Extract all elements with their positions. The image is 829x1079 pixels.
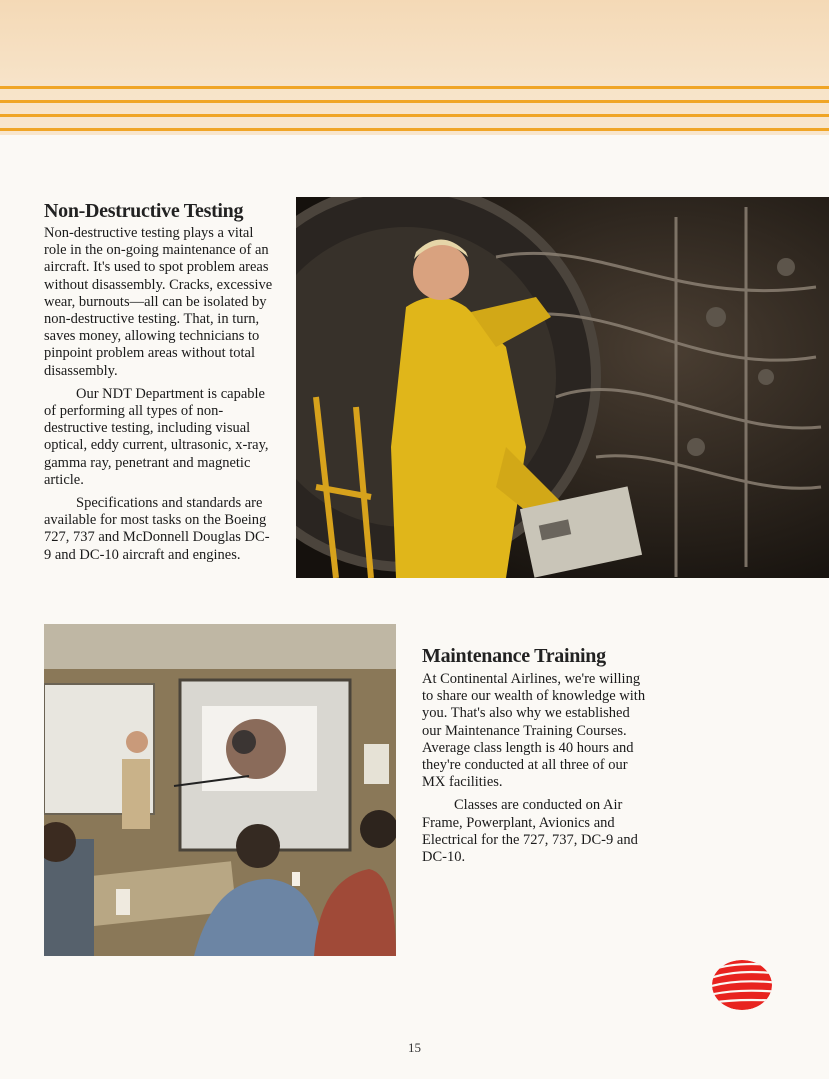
training-paragraph-2: Classes are conducted on Air Frame, Powerplant, Avionics and Electrical for the 727, 737, DC-9 and DC-10. bbox=[422, 797, 638, 866]
ndt-paragraph-2: Our NDT Department is capable of performing all types of non-destructive testing, including visual optical, eddy current, ultrasonic, x-ray, gamma ray, penetrant and magnetic article. bbox=[44, 385, 269, 488]
ndt-heading: Non-Destructive Testing bbox=[44, 200, 244, 222]
classroom-training-photo bbox=[44, 624, 396, 956]
header-stripe bbox=[0, 114, 829, 117]
header-stripe bbox=[0, 128, 829, 131]
ndt-paragraph-3: Specifications and standards are available for most tasks on the Boeing 727, 737 and McDonnell Douglas DC-9 and DC-10 aircraft and engines. bbox=[44, 495, 270, 563]
training-paragraph-1: At Continental Airlines, we're willing to share our wealth of knowledge with you. That's also why we established our Maintenance Training Courses. Average class length is 40 hours and they're conducted at all three of our MX facilities. bbox=[422, 671, 646, 791]
header-stripe bbox=[0, 86, 829, 89]
header-stripe bbox=[0, 100, 829, 103]
training-body bbox=[422, 671, 652, 872]
ndt-paragraph-1: Non-destructive testing plays a vital role in the on-going maintenance of an aircraft. It's used to spot problem areas without disassembly. Cracks, excessive wear, burnouts—all can be isolated by non-destructive testing. That, in turn, saves money, allowing technicians to pinpoint problem areas without total disassembly. bbox=[44, 225, 273, 379]
page-number: 15 bbox=[408, 1040, 421, 1055]
continental-globe-logo-icon bbox=[710, 958, 774, 1012]
training-heading: Maintenance Training bbox=[422, 645, 606, 667]
ndt-body bbox=[44, 225, 274, 570]
header-band bbox=[0, 0, 829, 135]
engine-technician-photo bbox=[296, 197, 829, 578]
